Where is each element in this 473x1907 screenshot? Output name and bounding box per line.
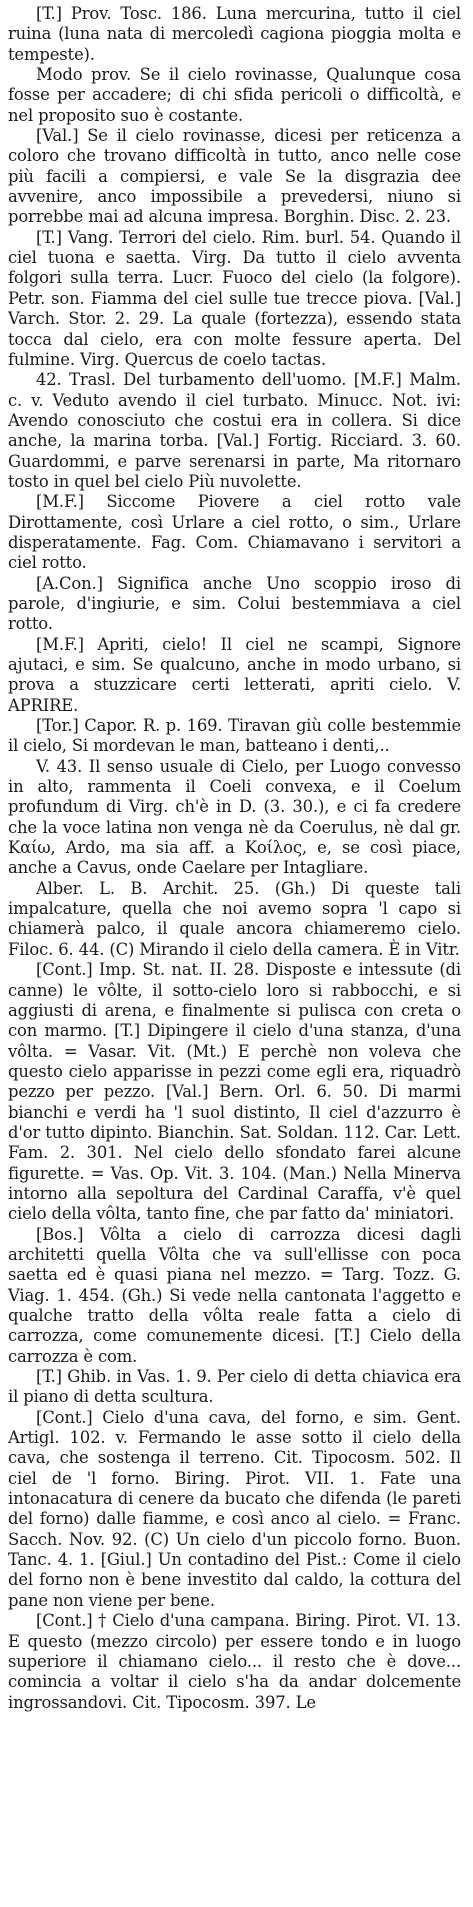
entry-paragraph-15: [Cont.] Cielo d'una cava, del forno, e sim. Gent. Artigl. 102. v. Fermando le asse sotto il cielo della cava, che sostenga il terreno. Cit. Tipocosm. 502. Il ciel de 'l forno. Biring. Pirot. VII. 1. Fate una intonacatura di cenere da bucato che difenda (le pareti del forno) dalle fiamme, e così anco al cielo. = Franc. Sacch. Nov. 92. (C) Un cielo d'un piccolo forno. Buon. Tanc. 4. 1. [Giul.] Un contadino del Pist.: Come il cielo del forno non è bene investito dal caldo, la cottura del pane non viene per bene. bbox=[8, 1407, 461, 1610]
entry-paragraph-11: Alber. L. B. Archit. 25. (Gh.) Di queste tali impalcature, quella che noi avemo sopra 'l capo si chiamerà palco, il quale ancora chiameremo cielo. Filoc. 6. 44. (C) Mirando il cielo della camera. È in Vitr. bbox=[8, 878, 461, 959]
entry-paragraph-3: [Val.] Se il cielo rovinasse, dicesi per reticenza a coloro che trovano difficoltà in tutto, anco nelle cose più facili a compiersi, e vale Se la disgrazia dee avvenire, anco impossibile a prevedersi, niuno si porrebbe mai ad alcuna impresa. Borghin. Disc. 2. 23. bbox=[8, 126, 461, 227]
entry-paragraph-9: [Tor.] Capor. R. p. 169. Tiravan giù colle bestemmie il cielo, Si mordevan le man, batteano i denti,.. bbox=[8, 716, 461, 756]
entry-paragraph-16: [Cont.] † Cielo d'una campana. Biring. Pirot. VI. 13. E questo (mezzo circolo) per essere tondo e in luogo superiore il chiamano cielo... il resto che è dove... comincia a voltar il cielo s'ha da andar dolcemente ingrossandovi. Cit. Tipocosm. 397. Le bbox=[8, 1611, 461, 1712]
entry-paragraph-2: Modo prov. Se il cielo rovinasse, Qualunque cosa fosse per accadere; di chi sfida pericoli o difficoltà, e nel proposito suo è costante. bbox=[8, 65, 461, 125]
entry-paragraph-12: [Cont.] Imp. St. nat. II. 28. Disposte e intessute (di canne) le vôlte, il sotto-cielo loro si rabbocchi, e si aggiusti di arena, e finalmente si pulisca con creta o con marmo. [T.] Dipingere il cielo d'una stanza, d'una vôlta. = Vasar. Vit. (Mt.) E perchè non voleva che questo cielo apparisse in pezzi come egli era, riquadrò pezzo per pezzo. [Val.] Bern. Orl. 6. 50. Di marmi bianchi e verdi ha 'l suol distinto, Il ciel d'azzurro è d'or tutto dipinto. Bianchin. Sat. Soldan. 112. Car. Lett. Fam. 2. 301. Nel cielo dello sfondato farei alcune figurette. = Vas. Op. Vit. 3. 104. (Man.) Nella Minerva intorno alla sepoltura del Cardinal Caraffa, v'è quel cielo della vôlta, tanto fine, che par fatto da' miniatori. bbox=[8, 960, 461, 1224]
entry-paragraph-8: [M.F.] Apriti, cielo! Il ciel ne scampi, Signore ajutaci, e sim. Se qualcuno, anche in modo urbano, si prova a stuzzicare certi letterati, apriti cielo. V. APRIRE. bbox=[8, 634, 461, 715]
entry-paragraph-14: [T.] Ghib. in Vas. 1. 9. Per cielo di detta chiavica era il piano di detta scultura. bbox=[8, 1367, 461, 1407]
entry-paragraph-13: [Bos.] Vôlta a cielo di carrozza dicesi dagli architetti quella Vôlta che va sull'ellisse con poca saetta ed è quasi piana nel mezzo. = Targ. Tozz. G. Viag. 1. 454. (Gh.) Si vede nella cantonata l'aggetto e qualche tratto della vôlta reale fatta a cielo di carrozza, come comunemente dicesi. [T.] Cielo della carrozza è com. bbox=[8, 1224, 461, 1366]
entry-paragraph-10: V. 43. Il senso usuale di Cielo, per Luogo convesso in alto, rammenta il Coeli convexa, e il Coelum profundum di Virg. ch'è in D. (3. 30.), e ci fa credere che la voce latina non venga nè da Coerulus, nè dal gr. Καίω, Ardo, ma sia aff. a Κοίλος, e, se così piace, anche a Cavus, onde Caelare per Intagliare. bbox=[8, 756, 461, 878]
entry-paragraph-1: [T.] Prov. Tosc. 186. Luna mercurina, tutto il ciel ruina (luna nata di mercoledì cagiona pioggia molta e tempeste). bbox=[8, 4, 461, 64]
entry-paragraph-6: [M.F.] Siccome Piovere a ciel rotto vale Dirottamente, così Urlare a ciel rotto, o sim., Urlare disperatamente. Fag. Com. Chiamavano i servitori a ciel rotto. bbox=[8, 492, 461, 573]
entry-paragraph-4: [T.] Vang. Terrori del cielo. Rim. burl. 54. Quando il ciel tuona e saetta. Virg. Da tutto il cielo avventa folgori sulla terra. Lucr. Fuoco del cielo (la folgore). Petr. son. Fiamma del ciel sulle tue trecce piova. [Val.] Varch. Stor. 2. 29. La quale (fortezza), essendo stata tocca dal cielo, era con molte fessure aperta. Del fulmine. Virg. Quercus de coelo tactas. bbox=[8, 227, 461, 369]
entry-paragraph-7: [A.Con.] Significa anche Uno scoppio iroso di parole, d'ingiurie, e sim. Colui bestemmiava a ciel rotto. bbox=[8, 573, 461, 634]
entry-paragraph-5: 42. Trasl. Del turbamento dell'uomo. [M.F.] Malm. c. v. Veduto avendo il ciel turbato. Minucc. Not. ivi: Avendo conosciuto che costui era in collera. Si dice anche, la marina torba. [Val.] Fortig. Ricciard. 3. 60. Guardommi, e parve serenarsi in parte, Ma ritornaro tosto in quel bel cielo Più nuvolette. bbox=[8, 370, 461, 491]
